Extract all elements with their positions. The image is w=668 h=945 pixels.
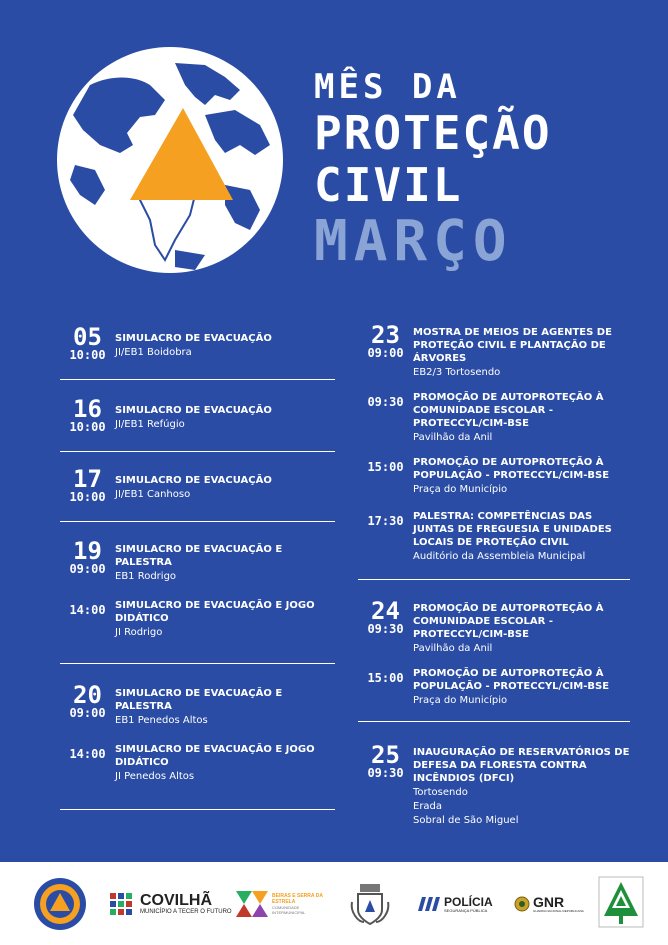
event-entry <box>358 456 630 496</box>
event-place: Auditório da Assembleia Municipal <box>413 551 586 562</box>
covilha-logo <box>108 876 232 932</box>
event-entry <box>358 741 630 827</box>
day-group-05 <box>60 318 335 380</box>
event-day: 05 <box>73 323 102 351</box>
event-entry <box>60 395 335 434</box>
event-place: JI/EB1 Canhoso <box>115 489 191 500</box>
event-entry <box>358 597 630 655</box>
beiras-logo <box>236 876 328 932</box>
event-title: PROMOÇÃO DE AUTOPROTEÇÃO À COMUNIDADE ESCOLAR - PROTECCYL/CIM-BSE <box>413 392 604 429</box>
event-title: SIMULACRO DE EVACUAÇÃO <box>115 405 272 416</box>
event-title: SIMULACRO DE EVACUAÇÃO <box>115 333 272 344</box>
event-time: 17:30 <box>367 514 404 528</box>
event-title: SIMULACRO DE EVACUAÇÃO E PALESTRA <box>115 688 283 712</box>
psp-sub: SEGURANÇA PÚBLICA <box>444 907 488 913</box>
gnr-label: GNR <box>533 894 565 910</box>
event-time: 14:00 <box>69 747 106 761</box>
event-time: 14:00 <box>69 603 106 617</box>
footer-logos <box>0 862 668 945</box>
event-place: Praça do Município <box>413 695 508 706</box>
event-title: PROMOÇÃO DE AUTOPROTEÇÃO À POPULAÇÃO - PROTECCYL/CIM-BSE <box>413 457 610 481</box>
event-place: EB1 Penedos Altos <box>115 715 208 726</box>
event-place: Pavilhão da Anil <box>413 643 493 654</box>
event-time: 09:00 <box>69 562 106 576</box>
event-day: 17 <box>73 465 102 493</box>
poster-title <box>314 67 552 274</box>
event-day: 19 <box>73 537 102 565</box>
event-entry <box>358 667 630 707</box>
event-place: EB2/3 Tortosendo <box>413 367 501 378</box>
psp-logo <box>418 876 493 932</box>
event-place: JI Rodrigo <box>115 627 163 638</box>
event-place: Pavilhão da Anil <box>413 432 493 443</box>
event-time: 09:30 <box>367 395 404 409</box>
beiras-mark-icon <box>236 891 268 917</box>
title-line-3: CIVIL <box>314 158 463 212</box>
event-time: 10:00 <box>69 420 106 434</box>
event-entry <box>358 391 630 444</box>
title-line-2: PROTEÇÃO <box>314 106 552 160</box>
gnr-crest-icon <box>514 896 530 912</box>
tree-icon <box>598 876 644 928</box>
event-time: 15:00 <box>367 671 404 685</box>
covilha-mark-icon <box>108 891 134 917</box>
psp-mark-icon <box>418 897 440 911</box>
event-time: 09:00 <box>69 706 106 720</box>
day-group-17 <box>60 452 335 522</box>
event-place: EB1 Rodrigo <box>115 571 177 582</box>
event-title: SIMULACRO DE EVACUAÇÃO E JOGO DIDÁTICO <box>115 600 315 624</box>
title-line-1: MÊS DA <box>314 67 461 107</box>
day-group-16 <box>60 380 335 452</box>
gnr-sub: GUARDA NACIONAL REPUBLICANA <box>533 909 584 913</box>
event-title: MOSTRA DE MEIOS DE AGENTES DE PROTEÇÃO CIVIL E PLANTAÇÃO DE ÁRVORES <box>413 327 612 364</box>
event-time: 09:30 <box>367 622 404 636</box>
event-entry <box>60 743 335 783</box>
event-entry <box>60 681 335 727</box>
event-title: SIMULACRO DE EVACUAÇÃO E PALESTRA <box>115 544 283 568</box>
psp-label: POLÍCIA <box>444 894 493 909</box>
event-entry <box>60 599 335 639</box>
event-time: 10:00 <box>69 348 106 362</box>
title-month: MARÇO <box>314 209 513 274</box>
event-title: PALESTRA: COMPETÊNCIAS DAS JUNTAS DE FREGUESIA E UNIDADES LOCAIS DE PROTEÇÃO CIVIL <box>413 511 612 548</box>
event-day: 23 <box>371 321 400 349</box>
event-entry <box>358 321 630 379</box>
covilha-sub: MUNICÍPIO A TECER O FUTURO <box>140 909 232 915</box>
event-title: SIMULACRO DE EVACUAÇÃO <box>115 475 272 486</box>
protecao-civil-logo <box>32 876 88 932</box>
municipal-crest-logo <box>348 876 392 932</box>
globe-triangle-logo <box>55 45 285 275</box>
event-day: 24 <box>371 597 400 625</box>
beiras-label: BEIRAS E SERRA DA ESTRELA <box>272 893 323 905</box>
event-day: 20 <box>73 681 102 709</box>
event-title: PROMOÇÃO DE AUTOPROTEÇÃO À POPULAÇÃO - PROTECCYL/CIM-BSE <box>413 668 610 692</box>
event-place: JI/EB1 Boidobra <box>115 347 192 358</box>
event-entry <box>358 510 630 563</box>
event-place: Praça do Município <box>413 484 508 495</box>
event-place: Erada <box>413 801 443 812</box>
event-time: 10:00 <box>69 490 106 504</box>
event-title: PROMOÇÃO DE AUTOPROTEÇÃO À COMUNIDADE ESCOLAR - PROTECCYL/CIM-BSE <box>413 603 604 640</box>
event-place: Tortosendo <box>413 787 468 798</box>
event-time: 09:30 <box>367 766 404 780</box>
event-entry <box>60 323 335 362</box>
schedule-left-column <box>60 318 335 810</box>
forest-triangle-logo <box>598 874 644 930</box>
event-place: JI/EB1 Refúgio <box>115 419 185 430</box>
crest-icon <box>348 882 392 926</box>
event-title: SIMULACRO DE EVACUAÇÃO E JOGO DIDÁTICO <box>115 744 315 768</box>
beiras-sub: COMUNIDADE INTERMUNICIPAL <box>272 905 306 915</box>
event-time: 09:00 <box>367 346 404 360</box>
schedule-right-column <box>358 318 630 842</box>
day-group-24 <box>358 580 630 722</box>
gnr-logo <box>514 876 584 932</box>
day-group-19 <box>60 522 335 664</box>
event-day: 16 <box>73 395 102 423</box>
covilha-label: COVILHÃ <box>140 892 212 909</box>
event-day: 25 <box>371 741 400 769</box>
day-group-25 <box>358 722 630 842</box>
event-title: INAUGURAÇÃO DE RESERVATÓRIOS DE DEFESA DA FLORESTA CONTRA INCÊNDIOS (DFCI) <box>413 747 630 784</box>
day-group-23 <box>358 318 630 580</box>
event-time: 15:00 <box>367 460 404 474</box>
event-entry <box>60 465 335 504</box>
day-group-20 <box>60 664 335 810</box>
event-place: JI Penedos Altos <box>115 771 195 782</box>
event-entry <box>60 537 335 583</box>
event-place: Sobral de São Miguel <box>413 815 519 826</box>
